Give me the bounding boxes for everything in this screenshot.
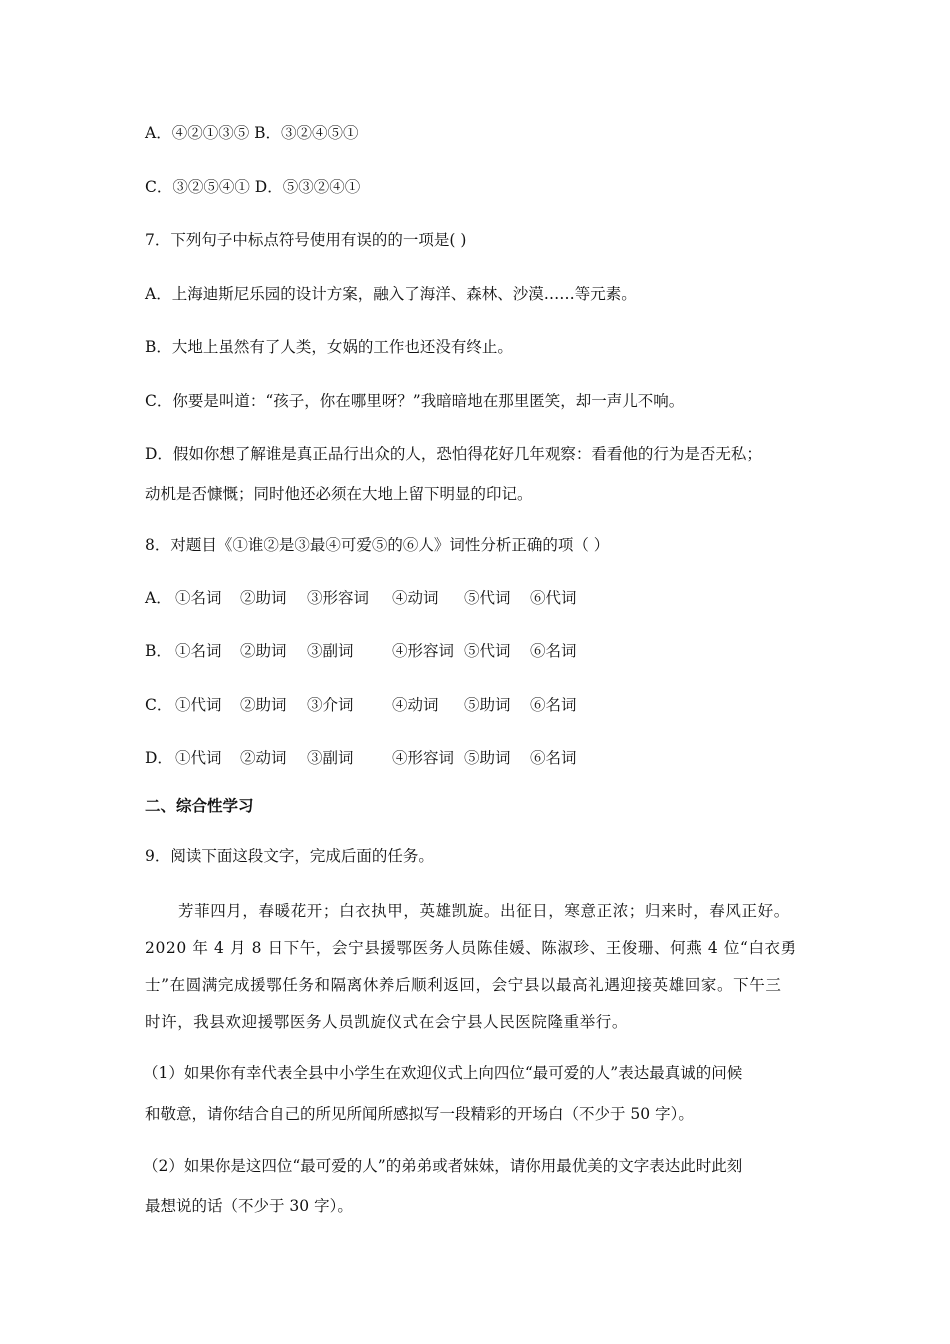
option-item: ④形容词 xyxy=(392,642,455,660)
q6-options-line-1: A．④②①③⑤ B．③②④⑤① xyxy=(145,124,359,142)
option-item: ①代词 xyxy=(175,696,222,714)
option-item: ④动词 xyxy=(392,696,439,714)
option-item: ⑤助词 xyxy=(464,696,511,714)
option-item: ③形容词 xyxy=(307,589,370,607)
option-item: ②动词 xyxy=(240,749,287,767)
option-label: D． xyxy=(145,749,173,767)
option-item: ③介词 xyxy=(307,696,354,714)
option-item: ③副词 xyxy=(307,642,354,660)
option-item: ⑤代词 xyxy=(464,642,511,660)
passage-line-3: 士”在圆满完成援鄂任务和隔离休养后顺利返回，会宁县以最高礼遇迎接英雄回家。下午三 xyxy=(145,976,782,994)
task-1-line-1: （1）如果你有幸代表全县中小学生在欢迎仪式上向四位“最可爱的人”表达最真诚的问候 xyxy=(143,1064,743,1082)
option-item: ①名词 xyxy=(175,589,222,607)
q7-option-d-line-2: 动机是否慷慨；同时他还必须在大地上留下明显的印记。 xyxy=(145,485,533,503)
q8-option-c xyxy=(145,694,577,716)
q8-stem: 8．对题目《①谁②是③最④可爱⑤的⑥人》词性分析正确的项（ ） xyxy=(145,536,610,554)
option-item: ⑤助词 xyxy=(464,749,511,767)
option-item: ⑥名词 xyxy=(530,642,577,660)
passage-line-2: 2020 年 4 月 8 日下午，会宁县援鄂医务人员陈佳媛、陈淑珍、王俊珊、何燕 4 位“白衣勇 xyxy=(145,939,797,957)
option-label: A． xyxy=(145,589,172,607)
q7-option-b: B．大地上虽然有了人类，女娲的工作也还没有终止。 xyxy=(145,338,513,356)
q7-stem: 7．下列句子中标点符号使用有误的的一项是( ) xyxy=(145,231,467,249)
q8-option-a xyxy=(145,587,577,609)
option-item: ①代词 xyxy=(175,749,222,767)
option-item: ⑥名词 xyxy=(530,749,577,767)
option-label: B． xyxy=(145,642,172,660)
passage-line-4: 时许，我县欢迎援鄂医务人员凯旋仪式在会宁县人民医院隆重举行。 xyxy=(145,1013,629,1031)
q7-option-d-line-1: D．假如你想了解谁是真正品行出众的人，恐怕得花好几年观察：看看他的行为是否无私； xyxy=(145,445,762,463)
option-item: ②助词 xyxy=(240,589,287,607)
option-item: ⑥代词 xyxy=(530,589,577,607)
option-item: ②助词 xyxy=(240,642,287,660)
q7-option-c: C．你要是叫道：“孩子，你在哪里呀？”我暗暗地在那里匿笑，却一声儿不响。 xyxy=(145,392,685,410)
option-label: C． xyxy=(145,696,173,714)
task-2-line-1: （2）如果你是这四位“最可爱的人”的弟弟或者妹妹，请你用最优美的文字表达此时此刻 xyxy=(143,1157,743,1175)
option-item: ①名词 xyxy=(175,642,222,660)
q8-option-d xyxy=(145,747,577,769)
q6-options-line-2: C．③②⑤④① D．⑤③②④① xyxy=(145,178,361,196)
q8-option-b xyxy=(145,640,577,662)
section-heading: 二、综合性学习 xyxy=(145,797,254,815)
option-item: ⑤代词 xyxy=(464,589,511,607)
q7-option-a: A．上海迪斯尼乐园的设计方案，融入了海洋、森林、沙漠……等元素。 xyxy=(145,285,637,303)
option-item: ⑥名词 xyxy=(530,696,577,714)
option-item: ④形容词 xyxy=(392,749,455,767)
q9-stem: 9．阅读下面这段文字，完成后面的任务。 xyxy=(145,847,434,865)
task-2-line-2: 最想说的话（不少于 30 字）。 xyxy=(145,1197,353,1215)
option-item: ④动词 xyxy=(392,589,439,607)
option-item: ②助词 xyxy=(240,696,287,714)
passage-line-1: 芳菲四月，春暖花开；白衣执甲，英雄凯旋。出征日，寒意正浓；归来时，春风正好。 xyxy=(178,902,790,920)
task-1-line-2: 和敬意，请你结合自己的所见所闻所感拟写一段精彩的开场白（不少于 50 字）。 xyxy=(145,1105,694,1123)
option-item: ③副词 xyxy=(307,749,354,767)
